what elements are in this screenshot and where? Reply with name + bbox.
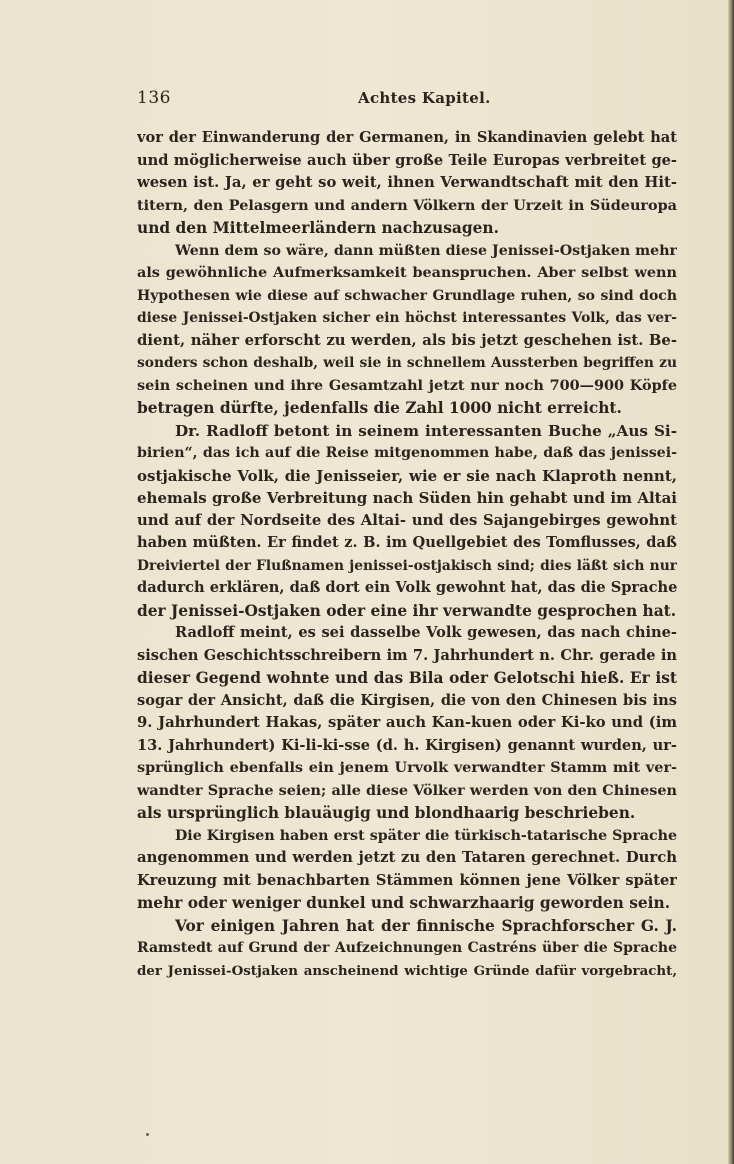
text-line: sein scheinen und ihre Gesamtzahl jetzt nur noch 700—900 Köpfe [137, 376, 677, 394]
text-line: vor der Einwanderung der Germanen, in Skandinavien gelebt hat [137, 129, 677, 146]
text-line: der Jenissei-Ostjaken anscheinend wichtige Gründe dafür vorgebracht, [137, 962, 677, 979]
text-line: sischen Geschichtsschreibern im 7. Jahrhundert n. Chr. gerade in [137, 646, 677, 664]
paper-speck [146, 1133, 149, 1136]
text-line: dieser Gegend wohnte und das Bila oder Gelotschi hieß. Er ist [137, 669, 677, 687]
text-line: Dreiviertel der Flußnamen jenissei-ostjakisch sind; dies läßt sich nur [137, 557, 677, 574]
page-header [137, 88, 677, 110]
text-line: ehemals große Verbreitung nach Süden hin gehabt und im Altai [137, 489, 677, 507]
page-number: 136 [137, 88, 171, 108]
text-line: ostjakische Volk, die Jenisseier, wie er sie nach Klaproth nennt, [137, 466, 677, 485]
text-line: dadurch erklären, daß dort ein Volk gewohnt hat, das die Sprache [137, 579, 677, 596]
text-line: Wenn dem so wäre, dann müßten diese Jenissei-Ostjaken mehr [175, 242, 677, 259]
text-line: Die Kirgisen haben erst später die türkisch-tatarische Sprache [175, 827, 677, 844]
text-line: titern, den Pelasgern und andern Völkern der Urzeit in Südeuropa [137, 196, 677, 214]
text-line: betragen dürfte, jedenfalls die Zahl 1000 nicht erreicht. [137, 399, 622, 417]
text-line: wandter Sprache seien; alle diese Völker werden von den Chinesen [137, 781, 677, 799]
running-head: Achtes Kapitel. [358, 89, 491, 107]
text-line: Vor einigen Jahren hat der finnische Sprachforscher G. J. [175, 916, 677, 935]
text-line: haben müßten. Er findet z. B. im Quellgebiet des Tomflusses, daß [137, 534, 677, 551]
text-line: Ramstedt auf Grund der Aufzeichnungen Castréns über die Sprache [137, 940, 677, 956]
text-line: der Jenissei-Ostjaken oder eine ihr verwandte gesprochen hat. [137, 601, 677, 620]
text-line: und den Mittelmeerländern nachzusagen. [137, 219, 499, 237]
text-line: sonders schon deshalb, weil sie in schnellem Aussterben begriffen zu [137, 355, 677, 371]
text-line: Kreuzung mit benachbarten Stämmen können jene Völker später [137, 871, 677, 889]
text-line: und auf der Nordseite des Altai- und des Sajangebirges gewohnt [137, 511, 677, 529]
text-line: Hypothesen wie diese auf schwacher Grundlage ruhen, so sind doch [137, 287, 677, 304]
text-line: 9. Jahrhundert Hakas, später auch Kan-kuen oder Ki-ko und (im [137, 714, 677, 731]
text-line: wesen ist. Ja, er geht so weit, ihnen Verwandtschaft mit den Hit- [137, 174, 677, 191]
text-line: sprünglich ebenfalls ein jenem Urvolk verwandter Stamm mit ver- [137, 759, 677, 776]
text-line: angenommen und werden jetzt zu den Tataren gerechnet. Durch [137, 849, 677, 866]
body-text [137, 127, 677, 982]
text-line: mehr oder weniger dunkel und schwarzhaarig geworden sein. [137, 894, 671, 912]
text-line: diese Jenissei-Ostjaken sicher ein höchst interessantes Volk, das ver- [137, 310, 677, 326]
text-line: Radloff meint, es sei dasselbe Volk gewesen, das nach chine- [175, 624, 677, 641]
text-line: sogar der Ansicht, daß die Kirgisen, die von den Chinesen bis ins [137, 691, 677, 709]
text-line: dient, näher erforscht zu werden, als bis jetzt geschehen ist. Be- [137, 331, 677, 349]
text-line: Dr. Radloff betont in seinem interessanten Buche „Aus Si- [175, 421, 677, 440]
text-line: birien“, das ich auf die Reise mitgenommen habe, daß das jenissei- [137, 445, 677, 461]
text-line: und möglicherweise auch über große Teile Europas verbreitet ge- [137, 151, 677, 169]
page-edge-shadow [728, 0, 734, 1164]
text-line: als ursprünglich blauäugig und blondhaarig beschrieben. [137, 804, 636, 822]
text-line: als gewöhnliche Aufmerksamkeit beanspruchen. Aber selbst wenn [137, 264, 677, 281]
text-line: 13. Jahrhundert) Ki-li-ki-sse (d. h. Kirgisen) genannt wurden, ur- [137, 736, 677, 754]
